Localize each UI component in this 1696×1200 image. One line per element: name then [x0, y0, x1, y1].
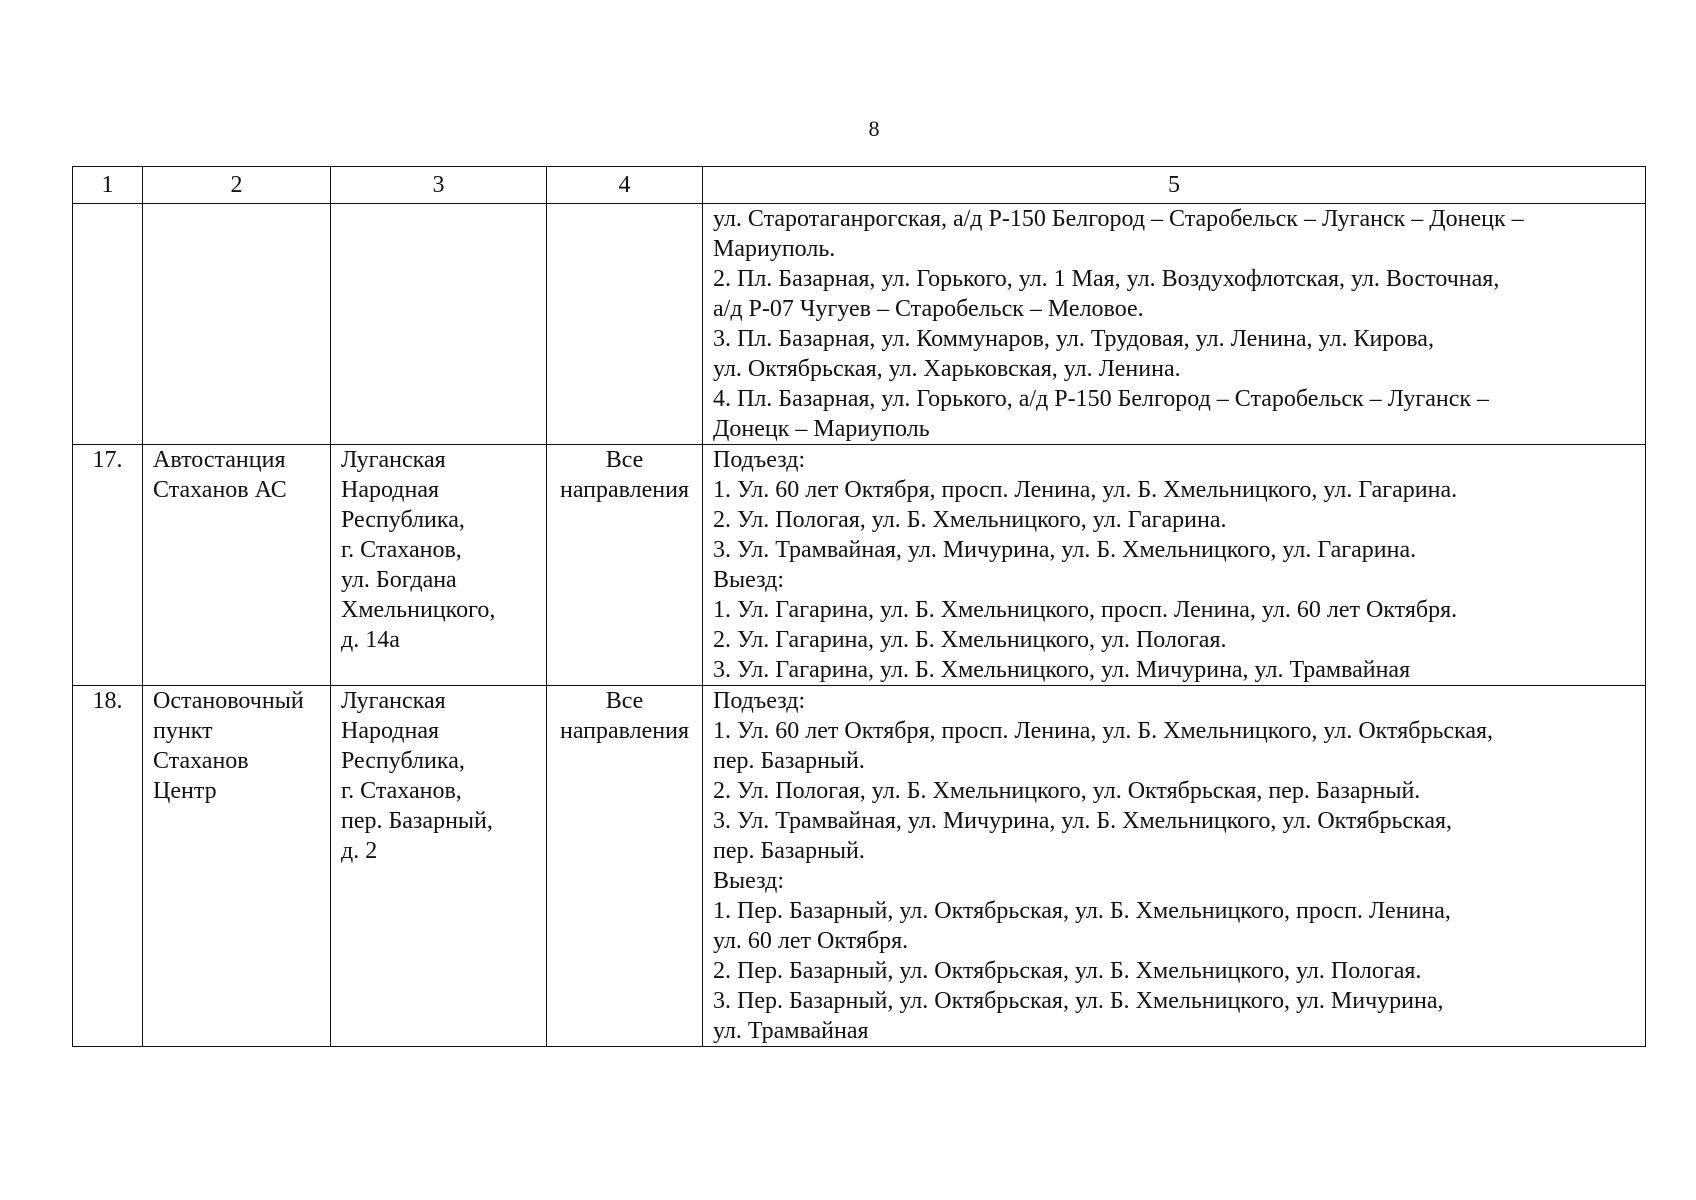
route-line: пер. Базарный. [713, 838, 865, 864]
route-line: 3. Ул. Гагарина, ул. Б. Хмельницкого, ул. Мичурина, ул. Трамвайная [713, 657, 1411, 683]
stations-table [72, 166, 1646, 1047]
route-line: пер. Базарный. [713, 748, 865, 774]
route-line: 3. Пер. Базарный, ул. Октябрьская, ул. Б. Хмельницкого, ул. Мичурина, [713, 988, 1444, 1014]
direction-line: Все [605, 447, 644, 473]
route-line: 1. Ул. 60 лет Октября, просп. Ленина, ул. Б. Хмельницкого, ул. Гагарина. [713, 477, 1458, 503]
name-line: Стаханов [153, 748, 249, 774]
direction-line: направления [559, 718, 690, 744]
address-line: ул. Богдана [341, 567, 457, 593]
header-row [73, 167, 1646, 204]
address-line: Хмельницкого, [341, 597, 496, 623]
cell-direction [547, 204, 703, 445]
address-line: д. 14а [341, 627, 400, 653]
route-line: Выезд: [713, 567, 785, 593]
route-line: 1. Ул. 60 лет Октября, просп. Ленина, ул. Б. Хмельницкого, ул. Октябрьская, [713, 718, 1494, 744]
cell-address [331, 686, 547, 1047]
route-line: 1. Ул. Гагарина, ул. Б. Хмельницкого, просп. Ленина, ул. 60 лет Октября. [713, 597, 1458, 623]
cell-routes [703, 445, 1646, 686]
direction-line: Все [605, 688, 644, 714]
route-line: 3. Ул. Трамвайная, ул. Мичурина, ул. Б. Хмельницкого, ул. Гагарина. [713, 537, 1417, 563]
cell-direction [547, 686, 703, 1047]
route-line: 2. Пер. Базарный, ул. Октябрьская, ул. Б. Хмельницкого, ул. Пологая. [713, 958, 1422, 984]
cell-number [73, 204, 143, 445]
header-col-5: 5 [703, 167, 1646, 204]
table-header [73, 167, 1646, 204]
address-line: пер. Базарный, [341, 808, 493, 834]
direction-line: направления [559, 477, 690, 503]
cell-address [331, 204, 547, 445]
route-line: Выезд: [713, 868, 785, 894]
address-line: г. Стаханов, [341, 778, 462, 804]
table-row-continuation [73, 204, 1646, 445]
name-line: пункт [153, 718, 213, 744]
table-body [73, 204, 1646, 1047]
page-number: 8 [868, 116, 880, 141]
cell-number: 17. [73, 445, 143, 686]
cell-name [143, 204, 331, 445]
address-line: Народная [341, 718, 440, 744]
name-line: Стаханов АС [153, 477, 287, 503]
cell-direction [547, 445, 703, 686]
route-line: ул. 60 лет Октября. [713, 928, 909, 954]
address-line: Республика, [341, 748, 465, 774]
address-line: Луганская [341, 447, 446, 473]
header-col-4: 4 [547, 167, 703, 204]
route-line: ул. Октябрьская, ул. Харьковская, ул. Ленина. [713, 356, 1181, 382]
route-line: ул. Старотаганрогская, а/д Р-150 Белгород – Старобельск – Луганск – Донецк – [713, 206, 1524, 232]
name-line: Автостанция [153, 447, 286, 473]
cell-name [143, 686, 331, 1047]
route-line: 2. Пл. Базарная, ул. Горького, ул. 1 Мая, ул. Воздухофлотская, ул. Восточная, [713, 266, 1500, 292]
route-line: 3. Ул. Трамвайная, ул. Мичурина, ул. Б. Хмельницкого, ул. Октябрьская, [713, 808, 1453, 834]
route-line: 2. Ул. Гагарина, ул. Б. Хмельницкого, ул. Пологая. [713, 627, 1227, 653]
name-line: Остановочный [153, 688, 304, 714]
cell-name [143, 445, 331, 686]
route-line: 4. Пл. Базарная, ул. Горького, а/д Р-150 Белгород – Старобельск – Луганск – [713, 386, 1490, 412]
name-line: Центр [153, 778, 217, 804]
header-col-2: 2 [143, 167, 331, 204]
table-row-17 [73, 445, 1646, 686]
route-line: а/д Р-07 Чугуев – Старобельск – Меловое. [713, 296, 1144, 322]
address-line: Республика, [341, 507, 465, 533]
address-line: Народная [341, 477, 440, 503]
route-line: Подъезд: [713, 447, 806, 473]
route-line: 2. Ул. Пологая, ул. Б. Хмельницкого, ул. Октябрьская, пер. Базарный. [713, 778, 1421, 804]
header-col-1: 1 [73, 167, 143, 204]
cell-address [331, 445, 547, 686]
route-line: 3. Пл. Базарная, ул. Коммунаров, ул. Трудовая, ул. Ленина, ул. Кирова, [713, 326, 1434, 352]
route-line: Донецк – Мариуполь [713, 416, 930, 442]
route-line: Мариуполь. [713, 236, 836, 262]
address-line: д. 2 [341, 838, 378, 864]
table-row-18 [73, 686, 1646, 1047]
address-line: Луганская [341, 688, 446, 714]
cell-number: 18. [73, 686, 143, 1047]
cell-routes [703, 204, 1646, 445]
cell-routes [703, 686, 1646, 1047]
route-line: ул. Трамвайная [713, 1018, 869, 1044]
header-col-3: 3 [331, 167, 547, 204]
address-line: г. Стаханов, [341, 537, 462, 563]
route-line: 1. Пер. Базарный, ул. Октябрьская, ул. Б. Хмельницкого, просп. Ленина, [713, 898, 1451, 924]
route-line: 2. Ул. Пологая, ул. Б. Хмельницкого, ул. Гагарина. [713, 507, 1227, 533]
route-line: Подъезд: [713, 688, 806, 714]
